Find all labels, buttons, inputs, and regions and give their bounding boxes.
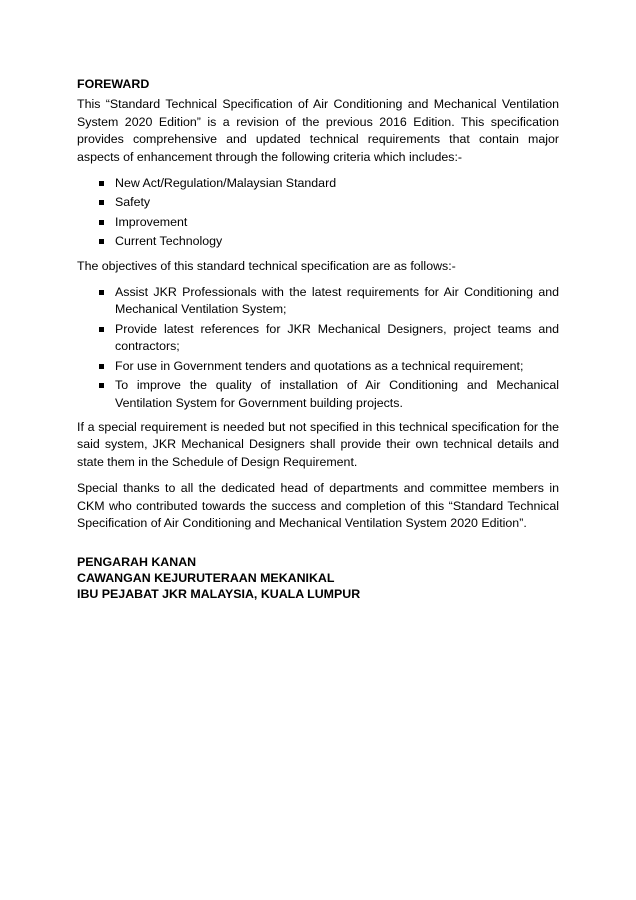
list-item: Current Technology — [77, 233, 559, 250]
bullet-icon — [99, 181, 104, 186]
bullet-icon — [99, 327, 104, 332]
signature-title: PENGARAH KANAN — [77, 555, 197, 570]
list-item: Safety — [77, 194, 559, 211]
list-item: Assist JKR Professionals with the latest requirements for Air Conditioning and Mechanical Ventilation System; — [77, 284, 559, 319]
thanks-paragraph: Special thanks to all the dedicated head of departments and committee members in CKM who contributed towards the success and completion of this “Standard Technical Specification of Air Conditioning and Mechanical Ventilation System 2020 Edition”. — [77, 481, 559, 530]
bullet-icon — [99, 364, 104, 369]
signature-department: CAWANGAN KEJURUTERAAN MEKANIKAL — [77, 571, 335, 586]
bullet-icon — [99, 200, 104, 205]
list-item: For use in Government tenders and quotations as a technical requirement; — [77, 358, 559, 375]
bullet-icon — [99, 220, 104, 225]
objectives-intro: The objectives of this standard technical specification are as follows:- — [77, 258, 456, 273]
intro-paragraph: This “Standard Technical Specification of Air Conditioning and Mechanical Ventilation System 2020 Edition” is a revision of the previous 2016 Edition. This specification provides comprehensive and updated technical requirements that contain major aspects of enhancement through the following criteria which includes:- — [77, 97, 559, 164]
bullet-icon — [99, 239, 104, 244]
bullet-icon — [99, 383, 104, 388]
signature-block — [77, 554, 559, 602]
list-item: New Act/Regulation/Malaysian Standard — [77, 175, 559, 192]
document-page — [77, 76, 559, 602]
criteria-list — [77, 175, 559, 251]
bullet-icon — [99, 290, 104, 295]
page-heading: FOREWARD — [77, 77, 150, 91]
list-item: Provide latest references for JKR Mechanical Designers, project teams and contractors; — [77, 321, 559, 356]
list-item: To improve the quality of installation of Air Conditioning and Mechanical Ventilation System for Government building projects. — [77, 377, 559, 412]
objectives-list — [77, 284, 559, 412]
list-item: Improvement — [77, 214, 559, 231]
signature-office: IBU PEJABAT JKR MALAYSIA, KUALA LUMPUR — [77, 587, 361, 602]
special-requirement-paragraph: If a special requirement is needed but not specified in this technical specification for the said system, JKR Mechanical Designers shall provide their own technical details and state them in the Schedule of Design Requirement. — [77, 419, 559, 469]
